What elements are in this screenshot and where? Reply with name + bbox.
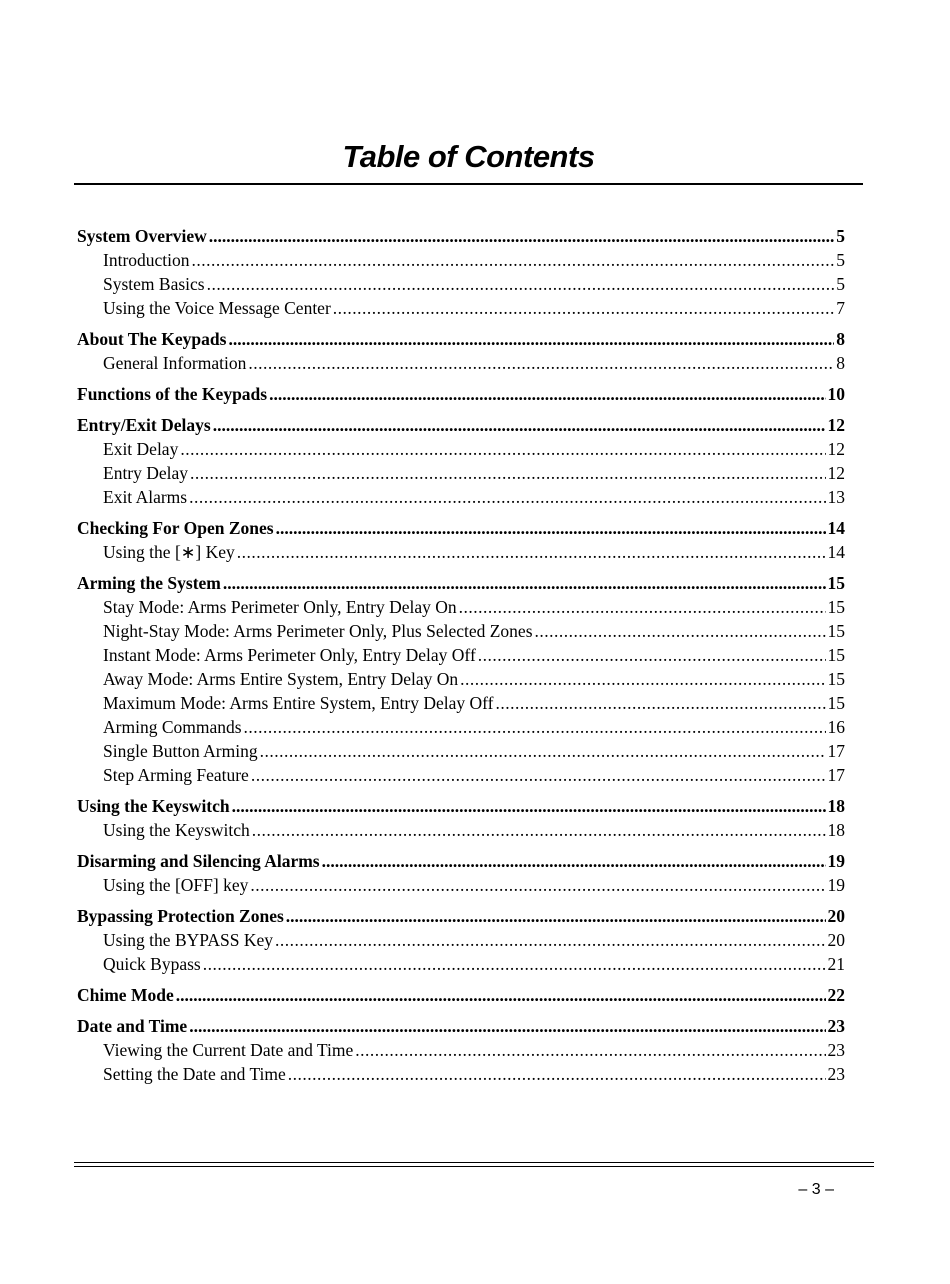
dot-leader xyxy=(248,351,834,375)
page-number: – 3 – xyxy=(798,1181,834,1198)
toc-entry-page: 7 xyxy=(836,298,845,318)
toc-entry-page: 21 xyxy=(827,954,845,974)
toc-entry-page: 5 xyxy=(836,250,845,270)
toc-entry-label: Exit Delay xyxy=(103,439,179,459)
toc-entry-label: Using the Keyswitch xyxy=(77,796,230,816)
toc-subsection-entry[interactable] xyxy=(77,691,845,715)
toc-entry-label: Arming Commands xyxy=(103,717,242,737)
toc-subsection-entry[interactable] xyxy=(77,619,845,643)
dot-leader xyxy=(176,983,826,1007)
toc-entry-label: Maximum Mode: Arms Entire System, Entry Delay Off xyxy=(103,693,494,713)
toc-entry-page: 23 xyxy=(827,1040,845,1060)
toc-entry-page: 12 xyxy=(827,463,845,483)
toc-entry-label: Arming the System xyxy=(77,573,221,593)
toc-section-entry[interactable] xyxy=(77,849,845,873)
toc-subsection-entry[interactable] xyxy=(77,296,845,320)
toc-entry-label: Functions of the Keypads xyxy=(77,384,268,404)
footer-rule xyxy=(74,1166,874,1167)
dot-leader xyxy=(495,691,825,715)
toc-entry-label: Using the Keyswitch xyxy=(103,820,250,840)
toc-entry-label: Exit Alarms xyxy=(103,487,188,507)
toc-entry-page: 15 xyxy=(827,693,845,713)
toc-section-entry[interactable] xyxy=(77,794,845,818)
toc-entry-page: 14 xyxy=(827,518,845,538)
toc-entry-page: 17 xyxy=(827,741,845,761)
toc-entry-page: 15 xyxy=(827,645,845,665)
dot-leader xyxy=(213,413,826,437)
toc-entry-page: 15 xyxy=(827,597,845,617)
toc-entry-page: 18 xyxy=(827,820,845,840)
toc-subsection-entry[interactable] xyxy=(77,437,845,461)
dot-leader xyxy=(189,485,825,509)
dot-leader xyxy=(203,952,826,976)
dot-leader xyxy=(244,715,826,739)
toc-entry-page: 18 xyxy=(827,796,845,816)
toc-entry-page: 5 xyxy=(836,274,845,294)
toc-section-entry[interactable] xyxy=(77,516,845,540)
dot-leader xyxy=(459,595,826,619)
toc-entry-label: Chime Mode xyxy=(77,985,174,1005)
toc-entry-label: Entry Delay xyxy=(103,463,189,483)
toc-entry-label: Night-Stay Mode: Arms Perimeter Only, Plus Selected Zones xyxy=(103,621,533,641)
toc-entry-label: Introduction xyxy=(103,250,190,270)
toc-subsection-entry[interactable] xyxy=(77,1038,845,1062)
toc-entry-label: Entry/Exit Delays xyxy=(77,415,211,435)
dot-leader xyxy=(232,794,826,818)
toc-entry-page: 8 xyxy=(836,353,845,373)
toc-entry-page: 20 xyxy=(827,906,845,926)
toc-entry-page: 12 xyxy=(827,439,845,459)
toc-subsection-entry[interactable] xyxy=(77,272,845,296)
toc-entry-page: 5 xyxy=(836,226,845,246)
toc-subsection-entry[interactable] xyxy=(77,952,845,976)
toc-entry-page: 16 xyxy=(827,717,845,737)
toc-entry-label: System Overview xyxy=(77,226,207,246)
toc-entry-page: 17 xyxy=(827,765,845,785)
toc-entry-label: About The Keypads xyxy=(77,329,227,349)
toc-entry-label: Step Arming Feature xyxy=(103,765,249,785)
dot-leader xyxy=(190,461,825,485)
toc-subsection-entry[interactable] xyxy=(77,928,845,952)
dot-leader xyxy=(192,248,835,272)
toc-entry-label: Bypassing Protection Zones xyxy=(77,906,284,926)
dot-leader xyxy=(355,1038,825,1062)
toc-entry-page: 12 xyxy=(827,415,845,435)
toc-subsection-entry[interactable] xyxy=(77,763,845,787)
toc-section-entry[interactable] xyxy=(77,571,845,595)
toc-entry-label: Quick Bypass xyxy=(103,954,201,974)
toc-entry-page: 23 xyxy=(827,1064,845,1084)
dot-leader xyxy=(223,571,826,595)
toc-entry-label: System Basics xyxy=(103,274,205,294)
toc-section-entry[interactable] xyxy=(77,382,845,406)
dot-leader xyxy=(260,739,826,763)
dot-leader xyxy=(180,437,825,461)
dot-leader xyxy=(209,224,834,248)
toc-subsection-entry[interactable] xyxy=(77,540,845,564)
footer-rule xyxy=(74,1162,874,1163)
toc-entry-page: 23 xyxy=(827,1016,845,1036)
dot-leader xyxy=(276,516,826,540)
toc-section-entry[interactable] xyxy=(77,904,845,928)
dot-leader xyxy=(286,904,826,928)
title-underline xyxy=(74,183,863,185)
toc-entry-page: 22 xyxy=(827,985,845,1005)
toc-entry-label: Using the BYPASS Key xyxy=(103,930,274,950)
toc-entry-page: 20 xyxy=(827,930,845,950)
dot-leader xyxy=(228,327,834,351)
toc-entry-label: Viewing the Current Date and Time xyxy=(103,1040,354,1060)
toc-subsection-entry[interactable] xyxy=(77,667,845,691)
toc-entry-label: Using the [∗] Key xyxy=(103,542,235,562)
dot-leader xyxy=(251,763,826,787)
toc-section-entry[interactable] xyxy=(77,1014,845,1038)
dot-leader xyxy=(288,1062,826,1086)
dot-leader xyxy=(237,540,826,564)
toc-entry-label: Using the [OFF] key xyxy=(103,875,249,895)
toc-subsection-entry[interactable] xyxy=(77,485,845,509)
toc-subsection-entry[interactable] xyxy=(77,643,845,667)
dot-leader xyxy=(333,296,834,320)
dot-leader xyxy=(275,928,825,952)
toc-entry-page: 13 xyxy=(827,487,845,507)
toc-subsection-entry[interactable] xyxy=(77,739,845,763)
toc-entry-label: Away Mode: Arms Entire System, Entry Delay On xyxy=(103,669,459,689)
toc-entry-label: Checking For Open Zones xyxy=(77,518,274,538)
toc-entry-page: 15 xyxy=(827,669,845,689)
dot-leader xyxy=(478,643,826,667)
toc-entry-page: 15 xyxy=(827,573,845,593)
dot-leader xyxy=(250,873,825,897)
table-of-contents xyxy=(77,224,845,1086)
toc-entry-page: 8 xyxy=(836,329,845,349)
toc-subsection-entry[interactable] xyxy=(77,351,845,375)
toc-entry-label: Instant Mode: Arms Perimeter Only, Entry Delay Off xyxy=(103,645,476,665)
toc-subsection-entry[interactable] xyxy=(77,715,845,739)
toc-section-entry[interactable] xyxy=(77,413,845,437)
toc-entry-label: Single Button Arming xyxy=(103,741,258,761)
toc-entry-page: 10 xyxy=(827,384,845,404)
toc-entry-page: 15 xyxy=(827,621,845,641)
dot-leader xyxy=(460,667,825,691)
toc-section-entry[interactable] xyxy=(77,983,845,1007)
toc-entry-label: Setting the Date and Time xyxy=(103,1064,286,1084)
toc-entry-page: 19 xyxy=(827,875,845,895)
toc-section-entry[interactable] xyxy=(77,327,845,351)
toc-entry-label: Disarming and Silencing Alarms xyxy=(77,851,320,871)
toc-subsection-entry[interactable] xyxy=(77,461,845,485)
toc-subsection-entry[interactable] xyxy=(77,818,845,842)
dot-leader xyxy=(269,382,825,406)
page-title: Table of Contents xyxy=(342,139,595,174)
dot-leader xyxy=(207,272,835,296)
toc-entry-page: 19 xyxy=(827,851,845,871)
dot-leader xyxy=(252,818,826,842)
dot-leader xyxy=(535,619,826,643)
toc-subsection-entry[interactable] xyxy=(77,873,845,897)
toc-entry-page: 14 xyxy=(827,542,845,562)
toc-subsection-entry[interactable] xyxy=(77,595,845,619)
toc-subsection-entry[interactable] xyxy=(77,248,845,272)
toc-entry-label: Date and Time xyxy=(77,1016,188,1036)
toc-section-entry[interactable] xyxy=(77,224,845,248)
toc-entry-label: General Information xyxy=(103,353,247,373)
dot-leader xyxy=(322,849,826,873)
toc-subsection-entry[interactable] xyxy=(77,1062,845,1086)
toc-entry-label: Using the Voice Message Center xyxy=(103,298,331,318)
dot-leader xyxy=(189,1014,825,1038)
toc-entry-label: Stay Mode: Arms Perimeter Only, Entry Delay On xyxy=(103,597,457,617)
